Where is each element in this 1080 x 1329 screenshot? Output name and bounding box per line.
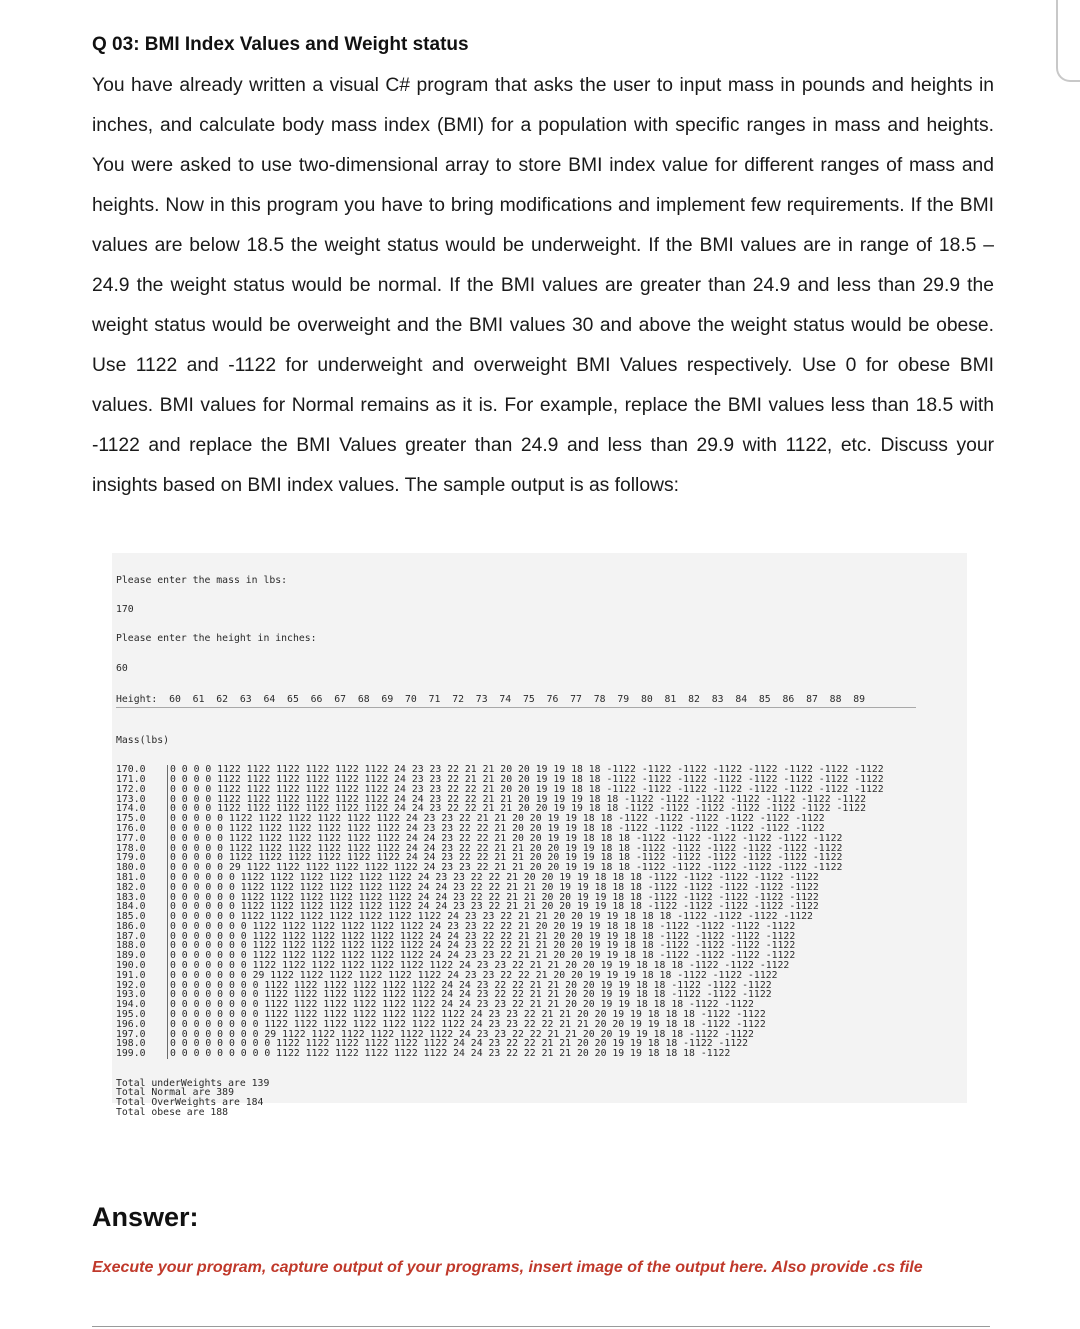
row-mass: 188.0 [116,940,146,952]
height-header: Height: 60 61 62 63 64 65 66 67 68 69 70 71 72 73 74 75 76 77 78 79 80 81 82 83 84 85 86 87 88 89 [116,693,916,708]
table-row [116,1049,967,1059]
row-mass: 193.0 [116,989,146,1001]
row-mass: 187.0 [116,930,146,942]
row-mass: 181.0 [116,871,146,883]
total-line: Total underWeights are 139 [116,1077,270,1089]
row-mass: 179.0 [116,852,146,864]
row-mass: 186.0 [116,920,146,932]
row-mass: 198.0 [116,1038,146,1050]
row-values: 0 0 0 0 0 0 1122 1122 1122 1122 1122 1122 24 24 23 23 22 21 21 20 20 19 19 18 18 -1122 -1122 -1122 -1122 -1122 [167,902,819,912]
row-values: 0 0 0 0 0 1122 1122 1122 1122 1122 1122 24 24 23 22 22 21 21 20 20 19 19 18 18 -1122 -1122 -1122 -1122 -1122 -1122 [167,853,842,863]
row-mass: 176.0 [116,822,146,834]
row-mass: 172.0 [116,783,146,795]
question-title: Q 03: BMI Index Values and Weight status [92,34,469,55]
row-mass: 171.0 [116,773,146,785]
mass-label: Mass(lbs) [116,734,170,746]
row-values: 0 0 0 0 0 0 0 0 0 1122 1122 1122 1122 1122 1122 24 24 23 22 22 21 21 20 20 19 19 18 18 -1122 -1122 [167,1039,748,1049]
row-mass: 184.0 [116,901,146,913]
row-values: 0 0 0 0 1122 1122 1122 1122 1122 1122 24 23 23 22 21 21 20 20 19 19 18 18 -1122 -1122 -1122 -1122 -1122 -1122 -1122 -1122 [167,775,884,785]
prompt-height: Please enter the height in inches: [116,633,317,645]
input-mass: 170 [116,603,134,615]
row-values: 0 0 0 0 0 0 0 29 1122 1122 1122 1122 1122 1122 24 23 23 22 22 21 20 20 19 19 19 18 18 -1122 -1122 -1122 [167,971,778,981]
row-values: 0 0 0 0 0 0 1122 1122 1122 1122 1122 1122 1122 24 23 23 22 21 21 20 20 19 19 18 18 18 -1122 -1122 -1122 -1122 [167,912,813,922]
total-line: Total obese are 188 [116,1107,229,1119]
row-values: 0 0 0 0 1122 1122 1122 1122 1122 1122 24 23 23 22 21 21 20 20 19 19 18 18 -1122 -1122 -1122 -1122 -1122 -1122 -1122 -1122 [167,765,884,775]
row-mass: 199.0 [116,1048,146,1060]
row-values: 0 0 0 0 0 0 0 0 1122 1122 1122 1122 1122 1122 1122 24 23 23 22 22 21 21 20 20 19 19 18 18 -1122 -1122 [167,1020,766,1030]
sample-output-console [112,553,967,1119]
row-mass: 170.0 [116,764,146,776]
row-mass: 192.0 [116,979,146,991]
totals-block [116,1079,967,1118]
row-values: 0 0 0 0 1122 1122 1122 1122 1122 1122 24 24 23 22 22 21 21 20 19 19 19 18 18 -1122 -1122 -1122 -1122 -1122 -1122 -1122 [167,795,866,805]
row-values: 0 0 0 0 0 0 1122 1122 1122 1122 1122 1122 24 24 23 22 22 21 21 20 20 19 19 18 18 -1122 -1122 -1122 -1122 -1122 [167,893,819,903]
row-mass: 196.0 [116,1018,146,1030]
answer-instruction: Execute your program, capture output of your programs, insert image of the output here. Also provide .cs file [92,1259,923,1276]
page-curl-decoration [1056,0,1080,82]
row-mass: 173.0 [116,793,146,805]
input-height: 60 [116,662,128,674]
row-values: 0 0 0 0 0 1122 1122 1122 1122 1122 1122 24 24 23 22 22 21 20 20 19 19 18 18 18 -1122 -1122 -1122 -1122 -1122 -1122 [167,834,842,844]
row-values: 0 0 0 0 0 1122 1122 1122 1122 1122 1122 24 23 23 22 22 21 20 20 19 19 18 18 -1122 -1122 -1122 -1122 -1122 -1122 [167,824,825,834]
row-values: 0 0 0 0 0 0 1122 1122 1122 1122 1122 1122 24 24 23 22 22 21 21 20 19 19 18 18 18 -1122 -1122 -1122 -1122 -1122 [167,883,819,893]
row-values: 0 0 0 0 1122 1122 1122 1122 1122 1122 24 23 23 22 22 21 20 20 19 19 18 18 -1122 -1122 -1122 -1122 -1122 -1122 -1122 -1122 [167,785,884,795]
bmi-table [116,765,967,1059]
row-values: 0 0 0 0 0 0 0 0 29 1122 1122 1122 1122 1122 1122 24 23 23 22 22 21 21 20 20 19 19 18 18 -1122 -1122 [167,1030,754,1040]
total-line: Total OverWeights are 184 [116,1097,264,1109]
row-values: 0 0 0 0 0 1122 1122 1122 1122 1122 1122 24 24 23 22 22 21 21 20 20 19 19 18 18 -1122 -1122 -1122 -1122 -1122 -1122 [167,844,842,854]
row-mass: 178.0 [116,842,146,854]
row-values: 0 0 0 0 0 0 0 1122 1122 1122 1122 1122 1122 1122 24 23 23 22 21 21 20 20 19 19 18 18 18 -1122 -1122 -1122 [167,961,789,971]
row-values: 0 0 0 0 0 1122 1122 1122 1122 1122 1122 24 23 23 22 21 21 20 20 19 19 18 18 -1122 -1122 -1122 -1122 -1122 -1122 [167,814,825,824]
row-mass: 197.0 [116,1028,146,1040]
row-values: 0 0 0 0 0 0 0 0 1122 1122 1122 1122 1122 1122 24 24 23 22 22 21 21 20 20 19 19 18 18 -1122 -1122 -1122 [167,990,772,1000]
row-mass: 185.0 [116,911,146,923]
row-mass: 174.0 [116,803,146,815]
row-values: 0 0 0 0 0 0 0 0 1122 1122 1122 1122 1122 1122 24 24 23 23 22 21 21 20 20 19 19 18 18 18 -1122 -1122 [167,1000,754,1010]
row-values: 0 0 0 0 0 0 0 1122 1122 1122 1122 1122 1122 24 24 23 22 22 21 21 20 20 19 19 18 18 -1122 -1122 -1122 -1122 [167,941,795,951]
row-values: 0 0 0 0 0 29 1122 1122 1122 1122 1122 1122 24 23 23 22 21 21 20 20 19 19 18 18 -1122 -1122 -1122 -1122 -1122 -1122 [167,863,842,873]
row-values: 0 0 0 0 0 0 0 1122 1122 1122 1122 1122 1122 24 24 23 23 22 21 21 20 20 19 19 18 18 -1122 -1122 -1122 -1122 [167,951,795,961]
row-values: 0 0 0 0 0 0 0 1122 1122 1122 1122 1122 1122 24 23 23 22 22 21 20 20 19 19 18 18 18 -1122 -1122 -1122 -1122 [167,922,795,932]
row-values: 0 0 0 0 0 0 1122 1122 1122 1122 1122 1122 24 23 23 22 22 21 20 20 19 19 18 18 18 -1122 -1122 -1122 -1122 -1122 [167,873,819,883]
row-mass: 194.0 [116,999,146,1011]
row-values: 0 0 0 0 0 0 0 0 1122 1122 1122 1122 1122 1122 24 24 23 22 22 21 21 20 20 19 19 18 18 -1122 -1122 -1122 [167,981,772,991]
row-mass: 189.0 [116,950,146,962]
row-values: 0 0 0 0 1122 1122 1122 1122 1122 1122 24 24 23 22 22 21 21 20 20 19 19 18 18 -1122 -1122 -1122 -1122 -1122 -1122 -1122 [167,804,866,814]
row-mass: 180.0 [116,862,146,874]
row-values: 0 0 0 0 0 0 0 0 1122 1122 1122 1122 1122 1122 1122 24 23 23 22 21 21 20 20 19 19 18 18 18 -1122 -1122 [167,1010,766,1020]
question-paragraph: You have already written a visual C# program that asks the user to input mass in pounds and heights in inches, and calculate body mass index (BMI) for a population with specific ranges in mass and heights. You were asked to use two-dimensional array to store BMI index value for different ranges of mass and heights. Now in this program you have to bring modifications and implement few requirements. If the BMI values are below 18.5 the weight status would be underweight. If the BMI values are in range of 18.5 – 24.9 the weight status would be normal. If the BMI values are greater than 24.9 and less than 29.9 the weight status would be overweight and the BMI values 30 and above the weight status would be obese. Use 1122 and -1122 for underweight and overweight BMI Values respectively. Use 0 for obese BMI values. BMI values for Normal remains as it is. For example, replace the BMI values less than 18.5 with -1122 and replace the BMI Values greater than 24.9 and less than 29.9 with 1122, etc. Discuss your insights based on BMI index values. The sample output is as follows: [92,75,994,496]
answer-title: Answer: [92,1202,199,1232]
row-values: 0 0 0 0 0 0 0 0 0 1122 1122 1122 1122 1122 1122 24 24 23 22 22 21 21 20 20 19 19 18 18 18 -1122 [167,1049,730,1059]
row-mass: 191.0 [116,969,146,981]
row-values: 0 0 0 0 0 0 0 1122 1122 1122 1122 1122 1122 24 24 23 22 22 21 21 20 20 19 19 18 18 -1122 -1122 -1122 -1122 [167,932,795,942]
total-line: Total Normal are 389 [116,1087,234,1099]
prompt-mass: Please enter the mass in lbs: [116,574,288,586]
row-mass: 183.0 [116,891,146,903]
row-mass: 190.0 [116,960,146,972]
row-mass: 195.0 [116,1009,146,1021]
row-mass: 177.0 [116,832,146,844]
row-mass: 182.0 [116,881,146,893]
bottom-divider [92,1326,990,1327]
row-mass: 175.0 [116,813,146,825]
